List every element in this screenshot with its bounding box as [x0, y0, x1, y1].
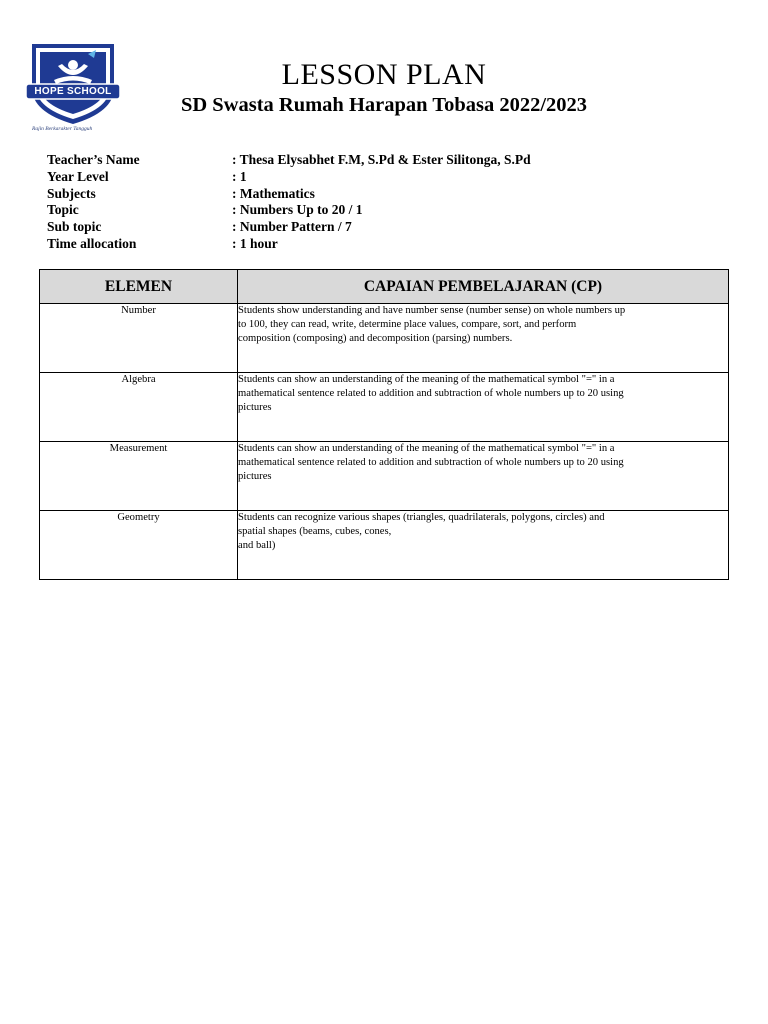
capaian-pembelajaran-table: [39, 269, 729, 580]
page-title: LESSON PLAN: [281, 58, 487, 91]
info-row-sub-topic: [47, 219, 531, 236]
element-cell: Geometry: [40, 511, 238, 580]
header-elemen: ELEMEN: [40, 270, 238, 304]
info-row-year-level: [47, 169, 531, 186]
description-line: to 100, they can read, write, determine place values, compare, sort, and perform: [238, 318, 577, 330]
info-label: Topic: [47, 202, 79, 218]
element-cell: Number: [40, 304, 238, 373]
info-row-topic: [47, 202, 531, 219]
page-subtitle: SD Swasta Rumah Harapan Tobasa 2022/2023: [180, 94, 588, 116]
info-label: Year Level: [47, 168, 109, 184]
description-cell: [238, 373, 729, 442]
table-header-row: [40, 270, 729, 304]
element-cell: Algebra: [40, 373, 238, 442]
description-line: spatial shapes (beams, cubes, cones,: [238, 525, 392, 537]
info-row-time-allocation: [47, 236, 531, 253]
table-row: [40, 304, 729, 373]
info-value: : Number Pattern / 7: [232, 219, 352, 235]
info-value: : 1: [232, 168, 247, 184]
description-line: mathematical sentence related to addition and subtraction of whole numbers up to 20 using: [238, 387, 624, 399]
info-row-teacher: [47, 152, 531, 169]
header-capaian-pembelajaran: CAPAIAN PEMBELAJARAN (CP): [238, 270, 729, 304]
description-line: Students can show an understanding of the meaning of the mathematical symbol "=" in a: [238, 374, 615, 385]
info-label: Subjects: [47, 185, 96, 201]
logo-school-name: HOPE SCHOOL: [34, 86, 112, 97]
info-label: Time allocation: [47, 235, 137, 251]
table-row: [40, 442, 729, 511]
description-line: and ball): [238, 539, 276, 551]
description-line: mathematical sentence related to addition and subtraction of whole numbers up to 20 using: [238, 456, 624, 468]
info-value: : 1 hour: [232, 235, 278, 251]
description-line: Students can recognize various shapes (triangles, quadrilaterals, polygons, circles) and: [238, 512, 605, 523]
info-value: : Numbers Up to 20 / 1: [232, 202, 363, 218]
info-value: : Thesa Elysabhet F.M, S.Pd & Ester Silitonga, S.Pd: [232, 152, 531, 167]
description-line: Students can show an understanding of the meaning of the mathematical symbol "=" in a: [238, 443, 615, 454]
table-row: [40, 511, 729, 580]
description-cell: [238, 442, 729, 511]
table-row: [40, 373, 729, 442]
info-label: Sub topic: [47, 219, 102, 235]
description-line: pictures: [238, 401, 272, 413]
info-value: : Mathematics: [232, 185, 315, 201]
description-cell: [238, 304, 729, 373]
info-label: Teacher’s Name: [47, 152, 140, 167]
info-row-subjects: [47, 186, 531, 203]
lesson-info: [47, 152, 531, 253]
description-cell: [238, 511, 729, 580]
description-line: Students show understanding and have number sense (number sense) on whole numbers up: [238, 305, 626, 316]
element-cell: Measurement: [40, 442, 238, 511]
logo-tagline: Rajin Berkarakter Tangguh: [32, 126, 93, 132]
description-line: composition (composing) and decomposition (parsing) numbers.: [238, 332, 513, 344]
description-line: pictures: [238, 470, 272, 482]
